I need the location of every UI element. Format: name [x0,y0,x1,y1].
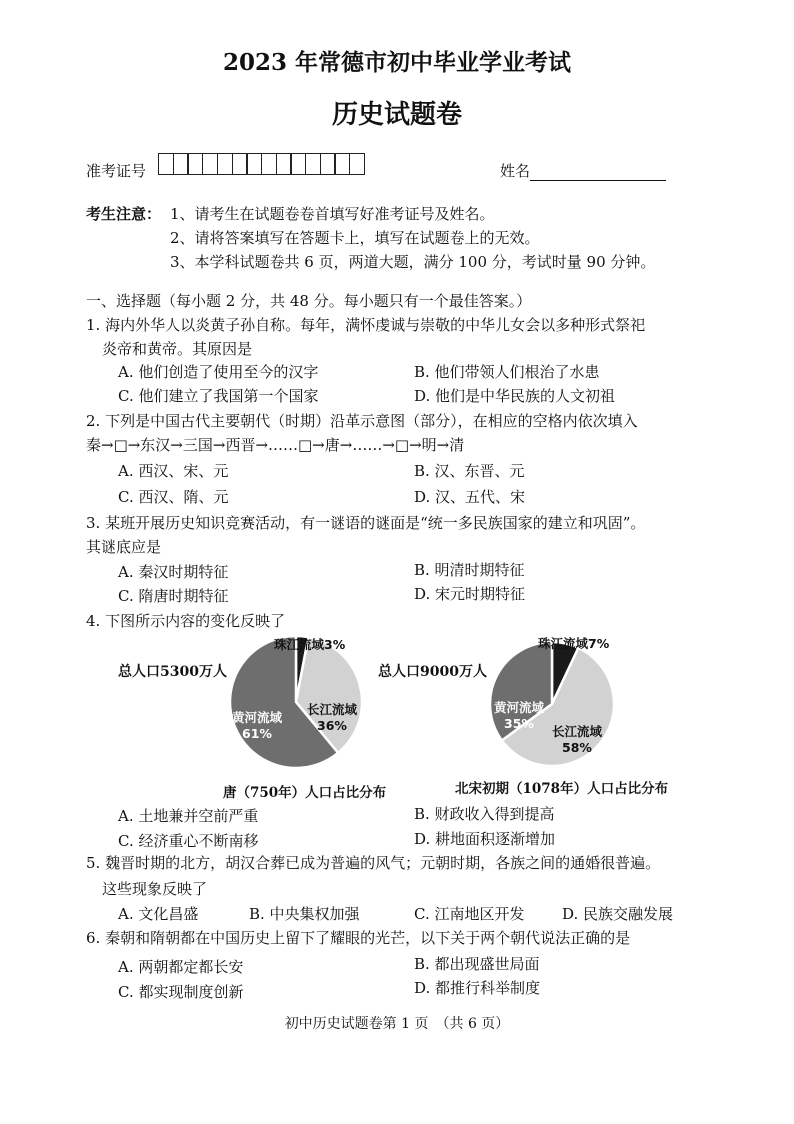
exam-id-digit-box[interactable] [158,153,174,175]
exam-id-digit-box[interactable] [217,153,233,175]
chart-annotation: 总人口9000万人 [378,664,487,680]
option-a: A. 两朝都定都长安 [118,958,244,976]
question-stem: 炎帝和黄帝。其原因是 [102,340,253,358]
pie-label: 长江流域 58% [551,724,603,755]
exam-id-digit-box[interactable] [261,153,277,175]
option-a: A. 秦汉时期特征 [118,563,229,581]
option-d: D. 都推行科举制度 [414,979,541,997]
exam-id-digit-box[interactable] [173,153,189,175]
notice-item: 2、请将答案填写在答题卡上，填写在试题卷上的无效。 [170,229,540,247]
exam-id-digit-box[interactable] [320,153,336,175]
option-a: A. 文化昌盛 [118,905,199,923]
option-b: B. 都出现盛世局面 [414,955,540,973]
exam-id-digit-box[interactable] [246,153,262,175]
exam-id-digit-box[interactable] [187,153,203,175]
question-stem: 这些现象反映了 [102,880,208,898]
exam-id-digit-box[interactable] [276,153,292,175]
notice-item: 3、本学科试题卷共 6 页，两道大题，满分 100 分，考试时量 90 分钟。 [170,253,656,271]
notice-lead: 考生注意： [86,205,162,223]
option-a: A. 土地兼并空前严重 [118,807,259,825]
exam-id-digit-box[interactable] [349,153,365,175]
exam-id-digit-box[interactable] [202,153,218,175]
option-a: A. 西汉、宋、元 [118,462,229,480]
pie-label: 黄河流域 35% [493,700,545,731]
pie-label: 珠江流域3% [274,637,346,652]
exam-id-digit-box[interactable] [334,153,350,175]
pie-label: 黄河流域 61% [231,710,283,741]
question-stem: 6. 秦朝和隋朝都在中国历史上留下了耀眼的光芒，以下关于两个朝代说法正确的是 [86,929,631,947]
pie-label: 长江流域 36% [306,702,358,733]
option-b: B. 财政收入得到提高 [414,805,555,823]
option-c: C. 他们建立了我国第一个国家 [118,387,319,405]
exam-title: 2023 年常德市初中毕业学业考试 [222,49,572,76]
question-stem: 3. 某班开展历史知识竞赛活动，有一谜语的谜面是“统一多民族国家的建立和巩固”。 [86,514,646,532]
option-b: B. 中央集权加强 [249,905,360,923]
exam-id-digit-box[interactable] [232,153,248,175]
section-heading: 一、选择题（每小题 2 分，共 48 分。每小题只有一个最佳答案。） [86,292,532,310]
option-d: D. 他们是中华民族的人文初祖 [414,387,616,405]
option-c: C. 西汉、隋、元 [118,488,229,506]
option-c: C. 江南地区开发 [414,905,525,923]
notice-item: 1、请考生在试题卷卷首填写好准考证号及姓名。 [170,205,495,223]
question-stem: 1. 海内外华人以炎黄子孙自称。每年，满怀虔诚与崇敬的中华儿女会以多种形式祭祀 [86,316,646,334]
option-d: D. 民族交融发展 [562,905,674,923]
exam-id-digit-box[interactable] [290,153,306,175]
chart-annotation: 总人口5300万人 [118,664,227,680]
page-footer: 初中历史试题卷第 1 页 （共 6 页） [284,1016,510,1032]
option-c: C. 都实现制度创新 [118,983,244,1001]
option-b: B. 汉、东晋、元 [414,462,525,480]
question-stem: 其谜底应是 [86,538,162,556]
chart-title: 北宋初期（1078年）人口占比分布 [455,781,669,797]
exam-id-boxes[interactable] [158,153,364,175]
exam-id-digit-box[interactable] [305,153,321,175]
option-d: D. 耕地面积逐渐增加 [414,830,556,848]
question-stem: 5. 魏晋时期的北方，胡汉合葬已成为普遍的风气；元朝时期，各族之间的通婚很普遍。 [86,854,661,872]
option-d: D. 汉、五代、宋 [414,488,526,506]
paper-subtitle: 历史试题卷 [331,100,462,130]
option-c: C. 经济重心不断南移 [118,832,259,850]
option-b: B. 明清时期特征 [414,561,525,579]
question-stem: 4. 下图所示内容的变化反映了 [86,612,286,630]
dynasty-sequence: 秦→□→东汉→三国→西晋→……□→唐→……→□→明→清 [86,436,465,454]
option-c: C. 隋唐时期特征 [118,587,229,605]
chart-title: 唐（750年）人口占比分布 [223,785,387,801]
name-field[interactable] [500,160,666,181]
pie-label: 珠江流域7% [538,636,610,651]
exam-id-label: 准考证号 [86,162,147,180]
question-stem: 2. 下列是中国古代主要朝代（时期）沿革示意图（部分），在相应的空格内依次填入 [86,412,638,430]
option-b: B. 他们带领人们根治了水患 [414,363,600,381]
option-d: D. 宋元时期特征 [414,585,526,603]
name-blank[interactable] [530,162,666,181]
name-label: 姓名 [500,162,531,180]
option-a: A. 他们创造了使用至今的汉字 [118,363,319,381]
